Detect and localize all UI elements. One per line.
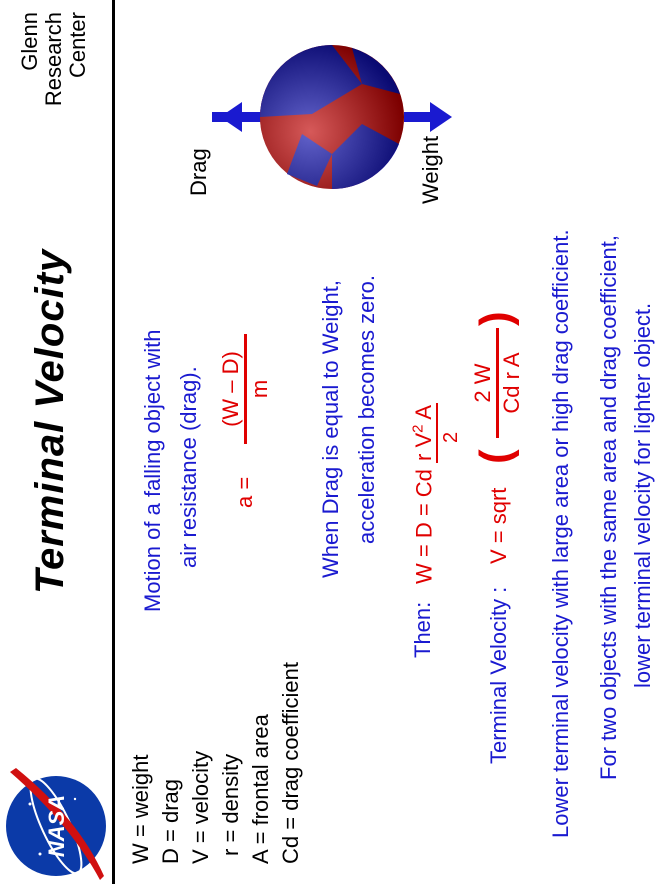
intro-line2: air resistance (drag). xyxy=(176,366,201,568)
tv-numerator: 2 W xyxy=(470,363,495,403)
legend-item: Cd = drag coefficient xyxy=(278,661,303,864)
nasa-logo xyxy=(0,764,112,884)
weight-arrow xyxy=(404,112,434,122)
conclusion-line2: For two objects with the same area and drag coefficient, xyxy=(596,235,621,780)
falling-ball-figure xyxy=(212,14,452,234)
title-divider xyxy=(112,0,115,884)
conclusion-line3: lower terminal velocity for lighter object. xyxy=(630,302,655,688)
tv-denominator: Cd r A xyxy=(499,352,524,414)
tv-label: Terminal Velocity : xyxy=(486,586,511,764)
intro-line1: Motion of a falling object with xyxy=(140,329,165,612)
zero-accel-line1: When Drag is equal to Weight, xyxy=(318,280,343,578)
tv-fraction xyxy=(470,328,525,438)
eq-accel-lhs: a = xyxy=(232,476,257,508)
legend-item: W = weight xyxy=(128,754,153,864)
drag-label: Drag xyxy=(186,148,211,196)
tv-expr: V = sqrt xyxy=(486,487,511,564)
svg-text:NASA: NASA xyxy=(44,794,69,858)
then-equation: W = D = Cd r $V^2$ A 2 xyxy=(410,404,462,584)
weight-label: Weight xyxy=(418,135,443,204)
legend-item: A = frontal area xyxy=(248,714,273,864)
then-label: Then: xyxy=(410,601,435,658)
tv-close-paren: ) xyxy=(471,311,520,326)
eq-accel-fraction xyxy=(218,334,273,444)
page-title: Terminal Velocity xyxy=(28,248,72,594)
legend-item: r = density xyxy=(218,753,243,856)
center-name: Glenn Research Center xyxy=(17,12,90,107)
eq-accel-denominator: m xyxy=(247,379,272,399)
eq-accel-numerator: (W – D) xyxy=(218,351,243,427)
legend-item: V = velocity xyxy=(188,750,213,864)
legend-item: D = drag xyxy=(158,778,183,864)
conclusion-line1: Lower terminal velocity with large area or high drag coefficient. xyxy=(548,229,573,838)
ball xyxy=(260,45,404,189)
zero-accel-line2: acceleration becomes zero. xyxy=(354,274,379,544)
tv-open-paren: ( xyxy=(471,449,520,464)
